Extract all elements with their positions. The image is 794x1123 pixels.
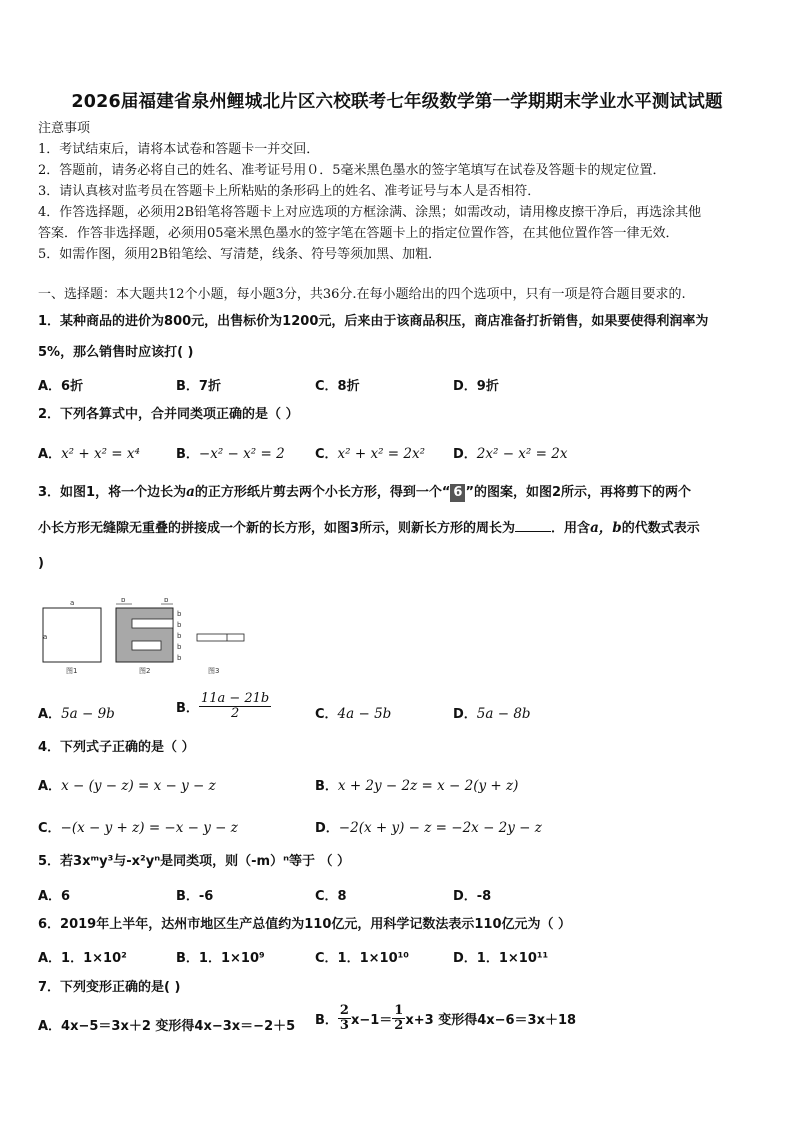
fraction-denominator: 3 [339, 1018, 349, 1033]
option-label: B． [176, 701, 199, 716]
option-label: A． [38, 779, 62, 794]
q3-text: 小长方形无缝隙无重叠的拼接成一个新的长方形，如图3所示，则新长方形的周长为 [38, 521, 516, 536]
fig1-side-label-a: a [70, 599, 75, 607]
q3-var-ab: a，b [590, 520, 622, 536]
q5-stem: 5．若3xᵐy³与-x²yⁿ是同类项，则（-m）ⁿ等于 （ ） [38, 854, 351, 869]
q3-text: 3．如图1，将一个边长为 [38, 485, 187, 500]
q4-option-c-expr: −(x − y + z) = −x − y − z [60, 820, 238, 836]
q6-option-a: A．1．1×10² [38, 951, 127, 966]
q1-stem-line1: 1．某种商品的进价为800元，出售标价为1200元，后来由于该商品积压，商店准备打折销售，如果要使得利润率为 [38, 314, 709, 329]
q2-option-c-expr: x² + x² = 2x² [337, 446, 426, 462]
q7-fraction-1 [338, 1004, 351, 1033]
q3-var-a: a [186, 484, 195, 500]
q1-option-b: B．7折 [176, 379, 221, 394]
q4-option-d [315, 817, 542, 836]
q4-option-b-expr: x + 2y − 2z = x − 2(y + z) [337, 778, 519, 794]
q2-option-d [453, 443, 567, 462]
fig2-caption: 图2 [139, 667, 151, 675]
q3-option-d-expr: 5a − 8b [476, 706, 531, 722]
q6-option-c: C．1．1×10¹⁰ [315, 951, 410, 966]
notice-item: 2．答题前，请务必将自己的姓名、准考证号用０．5毫米黑色墨水的签字笔填写在试卷及答题卡的规定位置． [38, 163, 666, 178]
option-label: A． [38, 447, 62, 462]
q3-option-a [38, 703, 115, 722]
cut-rect-top [132, 619, 173, 628]
fraction-denominator: 2 [230, 706, 240, 721]
q6-option-d: D．1．1×10¹¹ [453, 951, 549, 966]
option-label: D． [453, 447, 477, 462]
fig1-left-label-a: a [43, 633, 48, 641]
q5-option-d: D．-8 [453, 889, 492, 904]
q2-option-d-expr: 2x² − x² = 2x [476, 446, 568, 462]
q3-figure [40, 598, 250, 678]
fig2-label-b: b [121, 598, 126, 604]
q5-option-a: A．6 [38, 889, 71, 904]
fraction-denominator: 2 [394, 1018, 404, 1033]
q4-option-c [38, 817, 238, 836]
fraction-numerator: 1 [394, 1003, 404, 1018]
q3-option-b-fraction [199, 692, 271, 721]
q3-text: 的正方形纸片剪去两个小长方形，得到一个“ [194, 485, 451, 500]
q6-stem: 6．2019年上半年，达州市地区生产总值约为110亿元，用科学记数法表示110亿元为（ ） [38, 917, 572, 932]
q1-stem-line2: 5%，那么销售时应该打( ) [38, 345, 194, 360]
q3-text: ．用含 [551, 521, 591, 536]
figure-2 [116, 598, 182, 675]
q2-option-a [38, 443, 140, 462]
q3-option-b [176, 692, 271, 721]
fig2-label-b: b [177, 621, 182, 629]
option-label: D． [315, 821, 339, 836]
q2-option-a-expr: x² + x² = x⁴ [61, 446, 140, 462]
q7-option-a: A．4x−5＝3x＋2 变形得4x−3x＝−2＋5 [38, 1019, 296, 1034]
q1-option-a: A．6折 [38, 379, 84, 394]
figure-1 [43, 599, 101, 675]
notice-item: 4．作答选择题，必须用2B铅笔将答题卡上对应选项的方框涂满、涂黑；如需改动，请用橡皮擦干净后，再选涂其他 [38, 205, 702, 220]
notice-item: 1．考试结束后，请将本试卷和答题卡一并交回． [38, 142, 320, 157]
q7-option-b [315, 1004, 576, 1033]
page-title: 2026届福建省泉州鲤城北片区六校联考七年级数学第一学期期末学业水平测试试题 [71, 92, 723, 112]
q3-stem-line1 [38, 483, 691, 502]
q4-stem: 4．下列式子正确的是（ ） [38, 740, 195, 755]
q4-option-b [315, 775, 518, 794]
option-label: B． [315, 1013, 338, 1028]
q2-option-b-expr: −x² − x² = 2 [198, 446, 285, 462]
q7-stem: 7．下列变形正确的是( ) [38, 980, 181, 995]
answer-blank [515, 519, 551, 532]
q5-option-c: C．8 [315, 889, 347, 904]
q2-stem: 2．下列各算式中，合并同类项正确的是（ ） [38, 407, 299, 422]
notice-item: 3．请认真核对监考员在答题卡上所粘贴的条形码上的姓名、准考证号与本人是否相符． [38, 184, 541, 199]
q7-option-b-tail: x+3 变形得4x−6＝3x＋18 [405, 1013, 577, 1028]
option-label: C． [38, 821, 61, 836]
six-shape-icon: 6 [450, 484, 465, 502]
fig2-label-b: b [177, 610, 182, 618]
notice-item: 答案．作答非选择题，必须用05毫米黑色墨水的签字笔在答题卡上的指定位置作答，在其他位置作答一律无效． [38, 226, 679, 241]
q3-option-d [453, 703, 531, 722]
q5-option-b: B．-6 [176, 889, 214, 904]
q3-option-c-expr: 4a − 5b [337, 706, 392, 722]
q1-option-c: C．8折 [315, 379, 360, 394]
q1-option-d: D．9折 [453, 379, 499, 394]
option-label: C． [315, 707, 338, 722]
q3-text: ”的图案，如图2所示，再将剪下的两个 [465, 485, 692, 500]
option-label: B． [176, 447, 199, 462]
fig2-label-b: b [177, 643, 182, 651]
q3-text: 的代数式表示 [621, 521, 700, 536]
fig1-caption: 图1 [66, 667, 78, 675]
square-shape [43, 608, 101, 662]
fig3-caption: 图3 [208, 667, 220, 675]
figure-3 [197, 634, 244, 675]
fig2-label-b: b [164, 598, 169, 604]
q3-option-c [315, 703, 391, 722]
fig2-label-b: b [177, 654, 182, 662]
q4-option-d-expr: −2(x + y) − z = −2x − 2y − z [338, 820, 542, 836]
six-shape [116, 608, 173, 662]
q3-option-a-expr: 5a − 9b [61, 706, 115, 722]
fraction-numerator: 2 [339, 1003, 349, 1018]
new-rectangle [197, 634, 244, 641]
notice-heading: 注意事项 [38, 121, 91, 136]
section-heading: 一、选择题：本大题共12个小题，每小题3分，共36分.在每小题给出的四个选项中，只有一项是符合题目要求的. [38, 287, 686, 302]
q7-fraction-2 [392, 1004, 405, 1033]
fraction-numerator: 11a − 21b [200, 691, 270, 706]
option-label: B． [315, 779, 338, 794]
option-label: D． [453, 707, 477, 722]
option-label: C． [315, 447, 338, 462]
q4-option-a [38, 775, 216, 794]
q2-option-c [315, 443, 425, 462]
q3-stem-line3: ) [38, 556, 44, 571]
fig2-label-b: b [177, 632, 182, 640]
option-label: A． [38, 707, 62, 722]
q6-option-b: B．1．1×10⁹ [176, 951, 265, 966]
q2-option-b [176, 443, 285, 462]
cut-rect-bottom [132, 641, 161, 650]
q3-stem-line2 [38, 519, 700, 538]
notice-item: 5．如需作图，须用2B铅笔绘、写清楚，线条、符号等须加黑、加粗． [38, 247, 442, 262]
q7-option-b-middle: x−1＝ [350, 1013, 393, 1028]
q4-option-a-expr: x − (y − z) = x − y − z [61, 778, 216, 794]
